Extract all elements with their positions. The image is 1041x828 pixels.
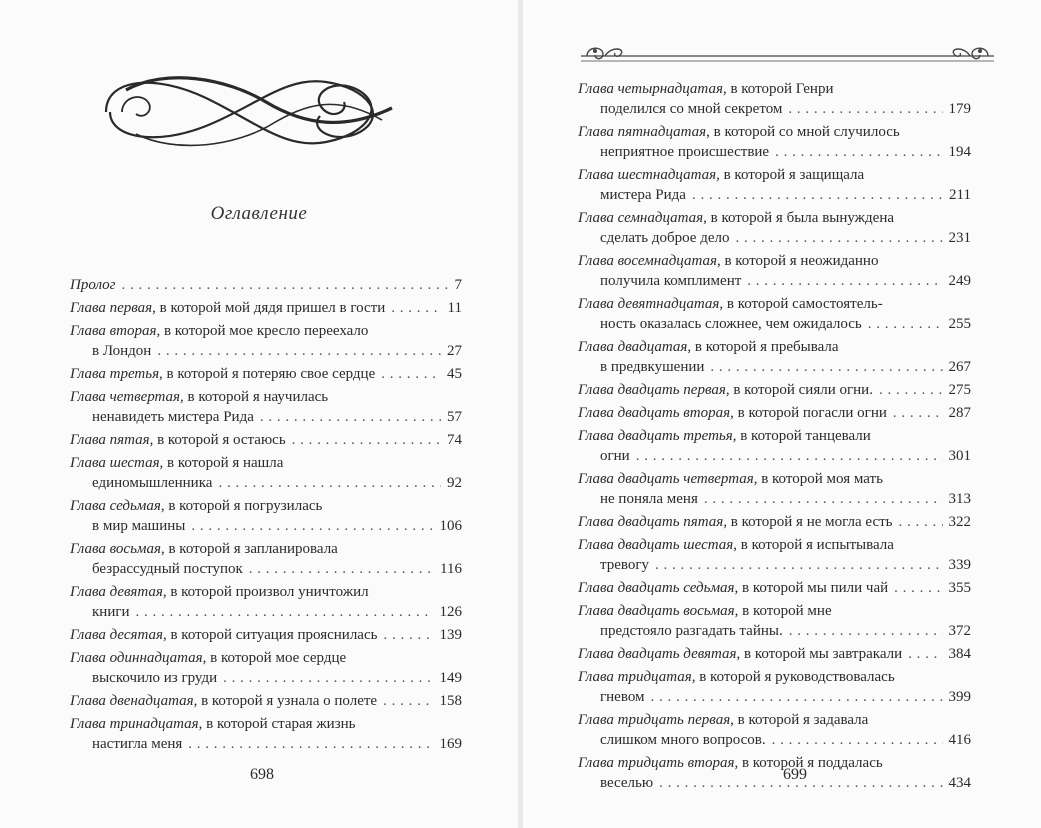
chapter-title: Глава девятнадцатая — [578, 296, 720, 312]
toc-page-number: 139 — [439, 627, 462, 643]
toc-entry-text — [578, 712, 868, 728]
dot-leader — [188, 734, 433, 754]
toc-entry-text — [70, 650, 346, 666]
chapter-title: Глава первая — [70, 300, 153, 316]
toc-page-number: 372 — [948, 623, 971, 639]
toc-entry-line — [578, 512, 971, 532]
chapter-subtitle-cont: поделился со мной секретом — [600, 101, 783, 117]
chapter-subtitle-cont: веселью — [600, 775, 654, 791]
toc-page-number: 11 — [447, 300, 462, 316]
chapter-title: Глава десятая — [70, 627, 163, 643]
chapter-title: Глава двадцать девятая — [578, 646, 737, 662]
toc-entry-text — [578, 403, 887, 423]
toc-entry — [578, 667, 971, 707]
toc-entry-line — [578, 403, 971, 423]
dot-leader — [692, 185, 943, 205]
toc-page-number: 255 — [948, 316, 971, 332]
toc-entry — [70, 582, 462, 622]
toc-entry-text — [578, 380, 873, 400]
toc-page-number: 169 — [439, 736, 462, 752]
chapter-subtitle: , в которой я неожиданно — [716, 253, 879, 269]
toc-entry-line — [70, 516, 462, 536]
chapter-subtitle-cont: в мир машины — [92, 518, 186, 534]
dot-leader — [775, 142, 942, 162]
chapter-subtitle: , в которой я научилась — [180, 389, 329, 405]
chapter-subtitle-cont: выскочило из груди — [92, 670, 218, 686]
toc-entry-line — [578, 271, 971, 291]
toc-entry-line — [578, 357, 971, 377]
toc-entry-line — [578, 489, 971, 509]
toc-entry-line — [578, 710, 971, 730]
chapter-subtitle: , в которой я погрузилась — [160, 498, 323, 514]
chapter-subtitle: , в которой я остаюсь — [149, 432, 286, 448]
toc-entry-line — [578, 79, 971, 99]
toc-page-number: 275 — [948, 382, 971, 398]
toc-entry-text — [70, 455, 283, 471]
toc-page-number: 313 — [948, 491, 971, 507]
chapter-subtitle: , в которой я задавала — [730, 712, 869, 728]
dot-leader — [391, 298, 441, 318]
chapter-title: Глава шестая — [70, 455, 160, 471]
dot-leader — [292, 430, 441, 450]
chapter-title: Глава двадцать седьмая — [578, 580, 735, 596]
toc-entry-line — [578, 535, 971, 555]
toc-entry — [70, 387, 462, 427]
toc-entry-text — [578, 471, 883, 487]
toc-entry — [70, 496, 462, 536]
toc-page-number: 106 — [439, 518, 462, 534]
toc-entry-line — [578, 730, 971, 750]
chapter-subtitle: , в которой произвол уничтожил — [162, 584, 369, 600]
toc-page-number: 339 — [948, 557, 971, 573]
chapter-title: Пролог — [70, 277, 116, 293]
chapter-subtitle: , в которой я защищала — [716, 167, 865, 183]
toc-entry-line — [70, 602, 462, 622]
chapter-subtitle: , в которой танцевали — [732, 428, 871, 444]
toc-entry-line — [70, 648, 462, 668]
dot-leader — [710, 357, 942, 377]
toc-entry-text — [578, 210, 894, 226]
header-ornament — [581, 42, 994, 70]
chapter-title: Глава двадцать пятая — [578, 514, 724, 530]
toc-entry-line — [578, 601, 971, 621]
toc-entry-line — [70, 364, 462, 384]
toc-entry-text — [578, 339, 839, 355]
toc-entry — [578, 251, 971, 291]
chapter-title: Глава двадцать первая — [578, 382, 726, 398]
chapter-title: Глава тридцать вторая — [578, 755, 735, 771]
toc-page-number: 355 — [948, 580, 971, 596]
toc-list-left — [70, 275, 462, 757]
dot-leader — [868, 314, 943, 334]
chapter-title: Глава седьмая — [70, 498, 161, 514]
chapter-subtitle-cont: неприятное происшествие — [600, 144, 770, 160]
toc-entry-text — [578, 167, 864, 183]
toc-entry-line — [578, 142, 971, 162]
toc-entry-line — [70, 430, 462, 450]
chapter-subtitle: , в которой мне — [734, 603, 832, 619]
toc-page-number: 384 — [948, 646, 971, 662]
toc-page-number: 27 — [447, 343, 462, 359]
chapter-subtitle: , в которой я потеряю свое сердце — [159, 366, 376, 382]
chapter-title: Глава восемнадцатая — [578, 253, 717, 269]
toc-entry-line — [70, 473, 462, 493]
dot-leader — [747, 271, 942, 291]
toc-entry — [70, 430, 462, 450]
toc-page-number: 116 — [440, 561, 462, 577]
chapter-title: Глава шестнадцатая — [578, 167, 717, 183]
flourish-ornament — [96, 68, 400, 156]
toc-entry — [70, 714, 462, 754]
dot-leader — [651, 687, 943, 707]
toc-entry-line — [578, 99, 971, 119]
toc-entry-line — [578, 165, 971, 185]
chapter-title: Глава тридцать первая — [578, 712, 731, 728]
chapter-subtitle-cont: в Лондон — [92, 343, 152, 359]
toc-entry-text — [70, 298, 385, 318]
toc-entry-line — [578, 314, 971, 334]
toc-entry-text — [578, 669, 895, 685]
chapter-subtitle: , в которой мы пили чай — [734, 580, 889, 596]
chapter-title: Глава восьмая — [70, 541, 161, 557]
chapter-subtitle: , в которой погасли огни — [730, 405, 887, 421]
chapter-subtitle-cont: предстояло разгадать тайны. — [600, 623, 783, 639]
toc-entry-text — [70, 691, 377, 711]
toc-entry-line — [70, 453, 462, 473]
dot-leader — [893, 403, 943, 423]
dot-leader — [704, 489, 943, 509]
toc-entry-text — [70, 364, 375, 384]
dot-leader — [735, 228, 942, 248]
chapter-subtitle-cont: получила комплимент — [600, 273, 742, 289]
toc-entry-line — [70, 714, 462, 734]
toc-entry — [578, 208, 971, 248]
dot-leader — [249, 559, 434, 579]
toc-entry — [70, 625, 462, 645]
chapter-subtitle: , в которой я не могла есть — [723, 514, 893, 530]
chapter-subtitle: , в которой сияли огни. — [725, 382, 873, 398]
dot-leader — [879, 380, 943, 400]
chapter-subtitle-cont: ненавидеть мистера Рида — [92, 409, 254, 425]
toc-list-right — [578, 79, 971, 796]
chapter-title: Глава двадцать восьмая — [578, 603, 735, 619]
toc-entry-text — [70, 541, 338, 557]
toc-entry-line — [578, 251, 971, 271]
chapter-subtitle: , в которой моя мать — [753, 471, 883, 487]
chapter-subtitle: , в которой я пребывала — [687, 339, 839, 355]
dot-leader — [218, 473, 441, 493]
toc-entry-line — [70, 407, 462, 427]
chapter-subtitle: , в которой мое сердце — [202, 650, 347, 666]
toc-entry — [70, 321, 462, 361]
toc-page-number: 249 — [948, 273, 971, 289]
toc-entry-line — [70, 321, 462, 341]
toc-page-number: 399 — [948, 689, 971, 705]
toc-entry-line — [578, 687, 971, 707]
chapter-subtitle: , в которой со мной случилось — [706, 124, 900, 140]
toc-entry — [70, 648, 462, 688]
chapter-title: Глава третья — [70, 366, 160, 382]
chapter-title: Глава двадцать вторая — [578, 405, 731, 421]
chapter-subtitle: , в которой ситуация прояснилась — [162, 627, 378, 643]
chapter-subtitle: , в которой мой дядя пришел в гости — [152, 300, 386, 316]
chapter-subtitle: , в которой я запланировала — [160, 541, 338, 557]
toc-page-number: 126 — [439, 604, 462, 620]
toc-title: Оглавление — [210, 203, 308, 224]
toc-entry — [578, 578, 971, 598]
chapter-title: Глава вторая — [70, 323, 157, 339]
toc-page-number: 57 — [447, 409, 462, 425]
toc-entry-text — [578, 512, 893, 532]
chapter-title: Глава четырнадцатая — [578, 81, 723, 97]
toc-entry — [578, 165, 971, 205]
toc-entry-line — [578, 228, 971, 248]
toc-entry-line — [578, 446, 971, 466]
chapter-subtitle: , в которой Генри — [722, 81, 834, 97]
dot-leader — [772, 730, 943, 750]
toc-page-number: 179 — [948, 101, 971, 117]
toc-entry — [578, 403, 971, 423]
toc-page-number: 416 — [948, 732, 971, 748]
toc-entry-text — [70, 498, 322, 514]
chapter-subtitle-cont: книги — [92, 604, 130, 620]
toc-entry-line — [578, 426, 971, 446]
toc-entry — [578, 644, 971, 664]
chapter-subtitle-cont: мистера Рида — [600, 187, 686, 203]
chapter-subtitle-cont: не поняла меня — [600, 491, 698, 507]
chapter-subtitle: , в которой я руководствовалась — [691, 669, 895, 685]
toc-entry-line — [578, 294, 971, 314]
toc-entry-line — [578, 122, 971, 142]
toc-entry-line — [70, 668, 462, 688]
toc-entry-line — [70, 559, 462, 579]
chapter-subtitle-cont: безрассудный поступок — [92, 561, 243, 577]
chapter-title: Глава одиннадцатая — [70, 650, 203, 666]
chapter-title: Глава пятая — [70, 432, 150, 448]
dot-leader — [899, 512, 943, 532]
toc-entry-text — [578, 253, 878, 269]
toc-entry-line — [578, 208, 971, 228]
toc-entry — [578, 122, 971, 162]
chapter-title: Глава двадцать третья — [578, 428, 733, 444]
chapter-title: Глава семнадцатая — [578, 210, 704, 226]
toc-page-number: 149 — [439, 670, 462, 686]
chapter-subtitle-cont: тревогу — [600, 557, 650, 573]
toc-entry-text — [578, 428, 871, 444]
toc-page-number: 7 — [454, 277, 462, 293]
chapter-subtitle: , в которой я испытывала — [733, 537, 894, 553]
chapter-subtitle: , в которой я нашла — [159, 455, 284, 471]
chapter-subtitle: , в которой мое кресло переехало — [156, 323, 369, 339]
toc-entry-line — [578, 578, 971, 598]
dot-leader — [383, 691, 433, 711]
chapter-subtitle: , в которой старая жизнь — [198, 716, 356, 732]
toc-entry-line — [70, 625, 462, 645]
toc-entry — [578, 79, 971, 119]
toc-entry-line — [70, 387, 462, 407]
toc-entry — [578, 337, 971, 377]
toc-entry-text — [578, 644, 902, 664]
toc-entry-text — [70, 323, 368, 339]
dot-leader — [191, 516, 433, 536]
chapter-subtitle-cont: единомышленника — [92, 475, 213, 491]
toc-page-number: 211 — [949, 187, 971, 203]
toc-entry — [578, 512, 971, 532]
chapter-title: Глава двадцать шестая — [578, 537, 734, 553]
chapter-subtitle-cont: ность оказалась сложнее, чем ожидалось — [600, 316, 862, 332]
left-page — [0, 0, 518, 828]
dot-leader — [383, 625, 433, 645]
toc-entry-text — [578, 124, 900, 140]
toc-entry-text — [578, 537, 894, 553]
toc-entry — [70, 691, 462, 711]
chapter-subtitle: , в которой мы завтракали — [736, 646, 903, 662]
chapter-subtitle-cont: огни — [600, 448, 630, 464]
toc-entry-line — [70, 691, 462, 711]
dot-leader — [908, 644, 942, 664]
toc-entry-text — [578, 296, 883, 312]
toc-entry-line — [70, 298, 462, 318]
toc-page-number: 194 — [948, 144, 971, 160]
toc-entry-text — [70, 625, 377, 645]
toc-page-number: 287 — [948, 405, 971, 421]
toc-page-number: 74 — [447, 432, 462, 448]
toc-entry-line — [70, 539, 462, 559]
toc-entry-line — [578, 469, 971, 489]
toc-entry-text — [578, 755, 883, 771]
dot-leader — [136, 602, 434, 622]
page-number: 699 — [783, 766, 807, 783]
dot-leader — [789, 621, 943, 641]
dot-leader — [894, 578, 942, 598]
toc-entry-line — [70, 734, 462, 754]
toc-page-number: 92 — [447, 475, 462, 491]
chapter-subtitle: , в которой я поддалась — [734, 755, 883, 771]
page-number: 698 — [250, 766, 274, 783]
toc-entry-line — [578, 337, 971, 357]
toc-page-number: 231 — [948, 230, 971, 246]
dot-leader — [122, 275, 449, 295]
toc-entry-line — [578, 185, 971, 205]
toc-entry-line — [70, 582, 462, 602]
chapter-subtitle: , в которой я была вынуждена — [703, 210, 895, 226]
toc-entry — [578, 294, 971, 334]
toc-page-number: 45 — [447, 366, 462, 382]
chapter-title: Глава тридцатая — [578, 669, 692, 685]
toc-entry — [578, 426, 971, 466]
chapter-subtitle: , в которой я узнала о полете — [193, 693, 378, 709]
toc-entry-line — [70, 341, 462, 361]
dot-leader — [157, 341, 441, 361]
toc-entry-line — [578, 621, 971, 641]
toc-entry-line — [578, 667, 971, 687]
toc-entry-line — [578, 380, 971, 400]
toc-entry — [578, 601, 971, 641]
toc-page-number: 158 — [439, 693, 462, 709]
chapter-title: Глава тринадцатая — [70, 716, 199, 732]
toc-entry-line — [70, 496, 462, 516]
toc-entry — [578, 535, 971, 575]
chapter-title: Глава пятнадцатая — [578, 124, 707, 140]
chapter-subtitle-cont: сделать доброе дело — [600, 230, 730, 246]
chapter-subtitle-cont: гневом — [600, 689, 645, 705]
toc-entry-text — [70, 389, 328, 405]
chapter-subtitle-cont: настигла меня — [92, 736, 183, 752]
dot-leader — [636, 446, 943, 466]
toc-entry — [70, 275, 462, 295]
chapter-subtitle-cont: в предвкушении — [600, 359, 705, 375]
toc-entry-text — [578, 603, 832, 619]
chapter-subtitle: , в которой самостоятель- — [719, 296, 883, 312]
toc-page-number: 301 — [948, 448, 971, 464]
chapter-title: Глава девятая — [70, 584, 163, 600]
toc-page-number: 434 — [948, 775, 971, 791]
toc-entry-line — [578, 555, 971, 575]
toc-entry-text — [70, 716, 356, 732]
toc-entry-text — [70, 584, 369, 600]
toc-entry-text — [578, 578, 888, 598]
chapter-title: Глава двадцать четвертая — [578, 471, 754, 487]
toc-entry — [578, 380, 971, 400]
right-page — [523, 0, 1041, 828]
toc-entry — [70, 298, 462, 318]
toc-entry — [578, 469, 971, 509]
dot-leader — [655, 555, 942, 575]
dot-leader — [260, 407, 441, 427]
dot-leader — [223, 668, 433, 688]
dot-leader — [381, 364, 441, 384]
toc-entry-line — [70, 275, 462, 295]
toc-page-number: 267 — [948, 359, 971, 375]
chapter-title: Глава четвертая — [70, 389, 181, 405]
toc-entry-text — [70, 275, 116, 295]
toc-entry-text — [578, 81, 833, 97]
chapter-title: Глава двенадцатая — [70, 693, 194, 709]
toc-entry — [70, 364, 462, 384]
toc-entry — [578, 710, 971, 750]
toc-entry — [70, 539, 462, 579]
toc-entry-text — [70, 430, 286, 450]
toc-entry-line — [578, 644, 971, 664]
toc-page-number: 322 — [948, 514, 971, 530]
toc-entry — [70, 453, 462, 493]
dot-leader — [788, 99, 942, 119]
chapter-title: Глава двадцатая — [578, 339, 688, 355]
chapter-subtitle-cont: слишком много вопросов. — [600, 732, 766, 748]
